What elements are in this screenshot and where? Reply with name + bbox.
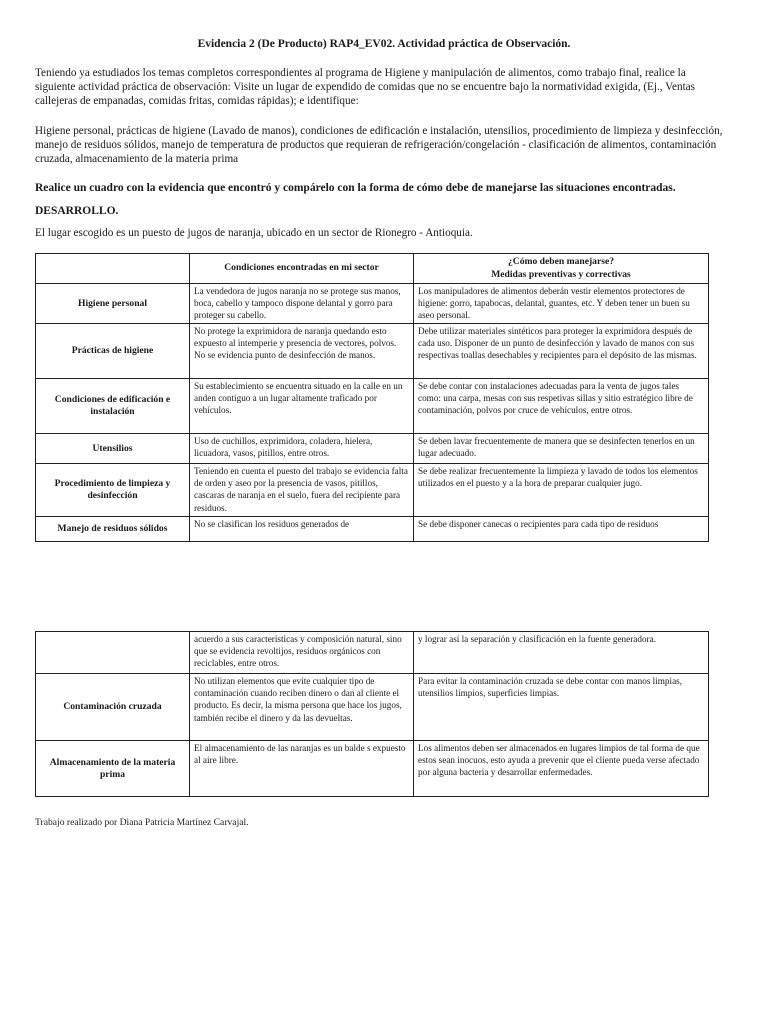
instruction-paragraph: Realice un cuadro con la evidencia que encontró y compárelo con la forma de cómo debe de manejarse las situaciones encontradas. xyxy=(35,182,676,194)
table-row xyxy=(36,674,709,741)
table-row xyxy=(36,434,709,464)
intro-paragraph: Teniendo ya estudiados los temas completos correspondientes al programa de Higiene y manipulación de alimentos, como trabajo final, realice la siguiente actividad práctica de observación: Visite un lugar de expendido de comidas que no se encuentre bajo la normatividad exigida, (Ej., Ventas callejeras de empanadas, comidas fritas, comidas rápidas); e identifique: xyxy=(35,67,696,107)
development-heading: DESARROLLO. xyxy=(35,205,119,217)
row-measures: Los alimentos deben ser almacenados en lugares limpios de tal forma de que estos sean inocuos, esto ayuda a prevenir que el cliente pueda verse afectado por alguna bacteria y desarrollar enfermedades. xyxy=(414,741,709,797)
table-row xyxy=(36,379,709,434)
row-aspect: Contaminación cruzada xyxy=(36,674,190,741)
row-aspect: Utensilios xyxy=(36,434,190,464)
row-aspect: Manejo de residuos sólidos xyxy=(36,517,190,542)
header-cell-found: Condiciones encontradas en mi sector xyxy=(190,254,414,284)
table-row xyxy=(36,464,709,517)
table-row xyxy=(36,324,709,379)
row-found: Su establecimiento se encuentra situado en la calle en un anden contiguo a un lugar altamente traficado por vehículos. xyxy=(190,379,414,434)
row-found: No se clasifican los residuos generados de xyxy=(190,517,414,542)
table-row xyxy=(36,741,709,797)
header-cell-measures xyxy=(414,254,709,284)
row-measures: Los manipuladores de alimentos deberán vestir elementos protectores de higiene: gorro, tapabocas, delantal, guantes, etc. Y deben tener un buen su aseo personal. xyxy=(414,284,709,324)
header-measures-line2: Medidas preventivas y correctivas xyxy=(491,268,631,280)
header-measures-line1: ¿Cómo deben manejarse? xyxy=(507,256,615,268)
topics-paragraph: Higiene personal, prácticas de higiene (Lavado de manos), condiciones de edificación e instalación, utensilios, procedimiento de limpieza y desinfección, manejo de residuos sólidos, manejo de temperatura de productos que requieran de refrigeración/congelación - clasificación de alimentos, contaminación cruzada, almacenamiento de la materia prima xyxy=(35,125,723,165)
row-found: No utilizan elementos que evite cualquier tipo de contaminación cuando reciben dinero o dan al cliente el producto. Es decir, la misma persona que hace los jugos, también recibe el dinero y da las devueltas. xyxy=(190,674,414,741)
row-aspect: Condiciones de edificación e instalación xyxy=(36,379,190,434)
table-row xyxy=(36,517,709,542)
row-aspect: Almacenamiento de la materia prima xyxy=(36,741,190,797)
author-footer: Trabajo realizado por Diana Patricia Martínez Carvajal. xyxy=(35,817,249,828)
observation-table xyxy=(35,253,709,542)
row-found: El almacenamiento de las naranjas es un balde s expuesto al aire libre. xyxy=(190,741,414,797)
row-measures: Se debe disponer canecas o recipientes para cada tipo de residuos xyxy=(414,517,709,542)
table-row xyxy=(36,632,709,674)
row-aspect xyxy=(36,632,190,674)
row-measures: Para evitar la contaminación cruzada se debe contar con manos limpias, utensilios limpios, superficies limpias. xyxy=(414,674,709,741)
row-found: La vendedora de jugos naranja no se protege sus manos, boca, cabello y tampoco dispone delantal y gorro para proteger su cabello. xyxy=(190,284,414,324)
header-cell-aspect xyxy=(36,254,190,284)
row-measures: Debe utilizar materiales sintéticos para proteger la exprimidora después de cada uso. Disponer de un punto de desinfección y lavado de manos con sus respectivas toallas desechables y recipientes para el depósito de las mismas. xyxy=(414,324,709,379)
table-header-row xyxy=(36,254,709,284)
row-measures: Se debe realizar frecuentemente la limpieza y lavado de todos los elementos utilizados en el puesto y a la hora de preparar cualquier jugo. xyxy=(414,464,709,517)
table-row xyxy=(36,284,709,324)
row-aspect: Higiene personal xyxy=(36,284,190,324)
row-measures: y lograr así la separación y clasificación en la fuente generadora. xyxy=(414,632,709,674)
row-found: Teniendo en cuenta el puesto del trabajo se evidencia falta de orden y aseo por la presencia de vasos, pitillos, cascaras de naranja en el suelo, fuera del recipiente para residuos. xyxy=(190,464,414,517)
row-found: Uso de cuchillos, exprimidora, coladera, hielera, licuadora, vasos, pitillos, entre otros. xyxy=(190,434,414,464)
place-paragraph: El lugar escogido es un puesto de jugos de naranja, ubicado en un sector de Rionegro - Antioquia. xyxy=(35,227,473,239)
row-found: No protege la exprimidora de naranja quedando esto expuesto al intemperie y presencia de vectores, polvos. No se evidencia punto de desinfección de manos. xyxy=(190,324,414,379)
document-title: Evidencia 2 (De Producto) RAP4_EV02. Actividad práctica de Observación. xyxy=(197,38,571,50)
row-aspect: Prácticas de higiene xyxy=(36,324,190,379)
observation-table-continued xyxy=(35,631,709,797)
row-found: acuerdo a sus características y composición natural, sino que se evidencia revoltijos, residuos orgánicos con reciclables, entre otros. xyxy=(190,632,414,674)
row-aspect: Procedimiento de limpieza y desinfección xyxy=(36,464,190,517)
row-measures: Se deben lavar frecuentemente de manera que se desinfecten tenerlos en un lugar adecuado. xyxy=(414,434,709,464)
row-measures: Se debe contar con instalaciones adecuadas para la venta de jugos tales como: una carpa, mesas con sus respetivas sillas y sitio estratégico libre de contaminación, polvos por cruce de vehículos, entre otros. xyxy=(414,379,709,434)
